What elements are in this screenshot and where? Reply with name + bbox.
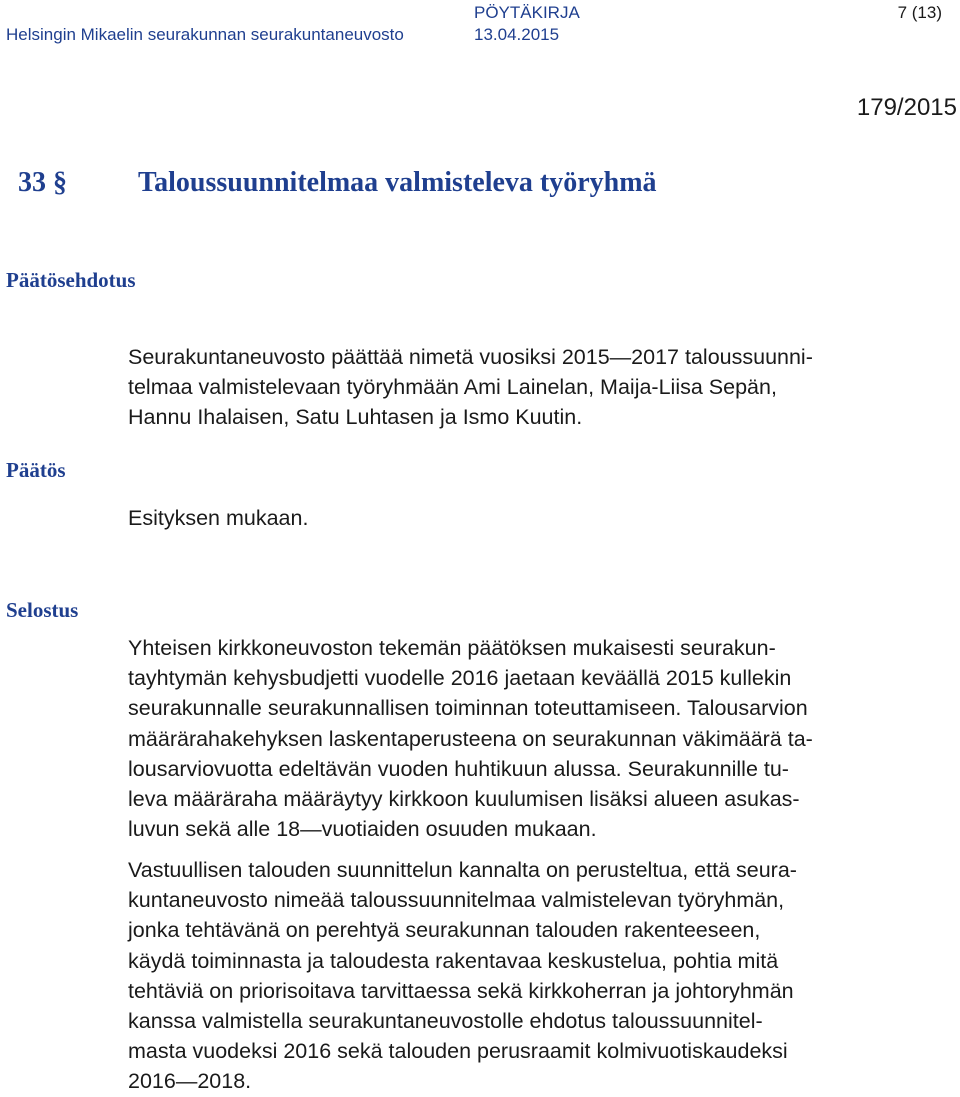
proposal-line: Hannu Ihalaisen, Satu Luhtasen ja Ismo Kuutin. — [128, 405, 583, 430]
statement-line: jonka tehtävänä on perehtyä seurakunnan talouden rakenteeseen, — [128, 918, 761, 943]
statement-line: kuntaneuvosto nimeää taloussuunnitelmaa valmistelevan työryhmän, — [128, 888, 785, 913]
statement-line: masta vuodeksi 2016 sekä talouden perusraamit kolmivuotiskaudeksi — [128, 1039, 788, 1064]
statement-line: leva määräraha määräytyy kirkkoon kuulumisen lisäksi alueen asukas- — [128, 787, 800, 812]
statement-line: luvun sekä alle 18—vuotiaiden osuuden mukaan. — [128, 817, 597, 842]
section-title: Taloussuunnitelmaa valmisteleva työryhmä — [138, 167, 657, 198]
proposal-line: telmaa valmistelevaan työryhmään Ami Lainelan, Maija-Liisa Sepän, — [128, 375, 777, 400]
statement-label: Selostus — [6, 598, 79, 622]
header-page-number: 7 (13) — [897, 3, 942, 22]
proposal-label: Päätösehdotus — [6, 268, 136, 292]
proposal-text — [128, 342, 813, 433]
reference-number: 179/2015 — [856, 94, 957, 121]
statement-paragraph-1 — [128, 633, 813, 844]
section-number: 33 § — [18, 167, 67, 198]
statement-line: tehtäviä on priorisoitava tarvittaessa sekä kirkkoherran ja johtoryhmän — [128, 978, 794, 1003]
decision-text: Esityksen mukaan. — [128, 506, 309, 530]
statement-line: kanssa valmistella seurakuntaneuvostolle ehdotus taloussuunnitel- — [128, 1009, 763, 1034]
header-date: 13.04.2015 — [474, 25, 560, 44]
statement-line: 2016—2018. — [128, 1069, 252, 1094]
proposal-line: Seurakuntaneuvosto päättää nimetä vuosiksi 2015—2017 taloussuunni- — [128, 345, 813, 369]
statement-paragraph-2 — [128, 855, 797, 1097]
statement-line: määrärahakehyksen laskentaperusteena on seurakunnan väkimäärä ta- — [128, 726, 813, 751]
statement-line: tayhtymän kehysbudjetti vuodelle 2016 jaetaan keväällä 2015 kullekin — [128, 666, 792, 691]
statement-line: seurakunnalle seurakunnallisen toiminnan toteuttamiseen. Talousarvion — [128, 696, 808, 721]
decision-label: Päätös — [6, 458, 66, 482]
statement-line: lousarviovuotta edeltävän vuoden huhtikuun alussa. Seurakunnille tu- — [128, 756, 789, 781]
header-doc-type: PÖYTÄKIRJA — [474, 3, 580, 22]
header-organization: Helsingin Mikaelin seurakunnan seurakuntaneuvosto — [6, 25, 404, 44]
statement-line: käydä toiminnasta ja taloudesta rakentavaa keskustelua, pohtia mitä — [128, 948, 779, 973]
statement-line: Yhteisen kirkkoneuvoston tekemän päätöksen mukaisesti seurakun- — [128, 636, 776, 660]
statement-line: Vastuullisen talouden suunnittelun kannalta on perusteltua, että seura- — [128, 858, 797, 882]
